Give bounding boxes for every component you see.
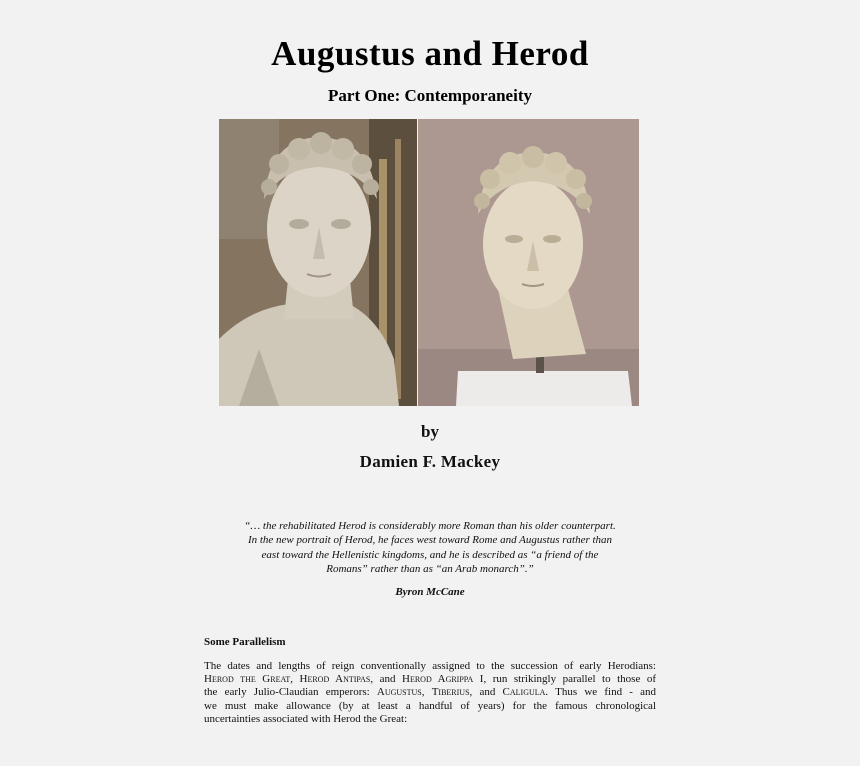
epigraph-attribution: Byron McCane xyxy=(395,586,465,598)
name-herod-agrippa: Herod Agrippa xyxy=(402,673,474,686)
paragraph-line: we must make allowance (by at least a handful of years) for the famous chronological xyxy=(204,699,656,712)
line-text: the early Julio-Claudian emperors: xyxy=(204,686,377,699)
name-augustus: Augustus xyxy=(376,686,422,699)
document-title: Augustus and Herod xyxy=(271,34,589,73)
epigraph-line: Romans” rather than as “an Arab monarch”.” xyxy=(326,563,534,576)
paragraph-line xyxy=(204,673,656,686)
line-text: . Thus we find - and xyxy=(545,686,656,699)
epigraph-line: In the new portrait of Herod, he faces west toward Rome and Augustus rather than xyxy=(247,534,613,547)
author-name: Damien F. Mackey xyxy=(359,452,501,471)
bust-photo-left-graphic xyxy=(219,119,417,406)
name-tiberius: Tiberius xyxy=(431,686,470,699)
separator: , xyxy=(290,673,300,686)
paragraph-line xyxy=(204,686,656,699)
separator: , and xyxy=(469,686,503,699)
epigraph-line: east toward the Hellenistic kingdoms, and he is described as “a friend of the xyxy=(261,548,599,561)
body-paragraph xyxy=(204,660,656,726)
separator: , and xyxy=(370,673,402,686)
line-text: I, run strikingly parallel to those of xyxy=(473,673,657,686)
paragraph-line: The dates and lengths of reign conventionally assigned to the succession of early Herodians: xyxy=(204,660,656,672)
bust-photo-left xyxy=(219,119,417,406)
section-heading: Some Parallelism xyxy=(204,636,286,648)
epigraph-quote xyxy=(0,519,860,577)
head-photo-right-graphic xyxy=(418,119,639,406)
name-herod-antipas: Herod Antipas xyxy=(299,673,371,686)
name-herod-the-great: Herod the Great xyxy=(204,673,291,686)
head-photo-right xyxy=(418,119,639,406)
document-subtitle: Part One: Contemporaneity xyxy=(328,86,532,105)
epigraph-line: “… the rehabilitated Herod is considerably more Roman than his older counterpart. xyxy=(244,520,616,532)
byline-prefix: by xyxy=(421,422,439,441)
separator: , xyxy=(421,686,432,699)
name-caligula: Caligula xyxy=(502,686,546,699)
paragraph-line: uncertainties associated with Herod the Great: xyxy=(204,712,408,725)
